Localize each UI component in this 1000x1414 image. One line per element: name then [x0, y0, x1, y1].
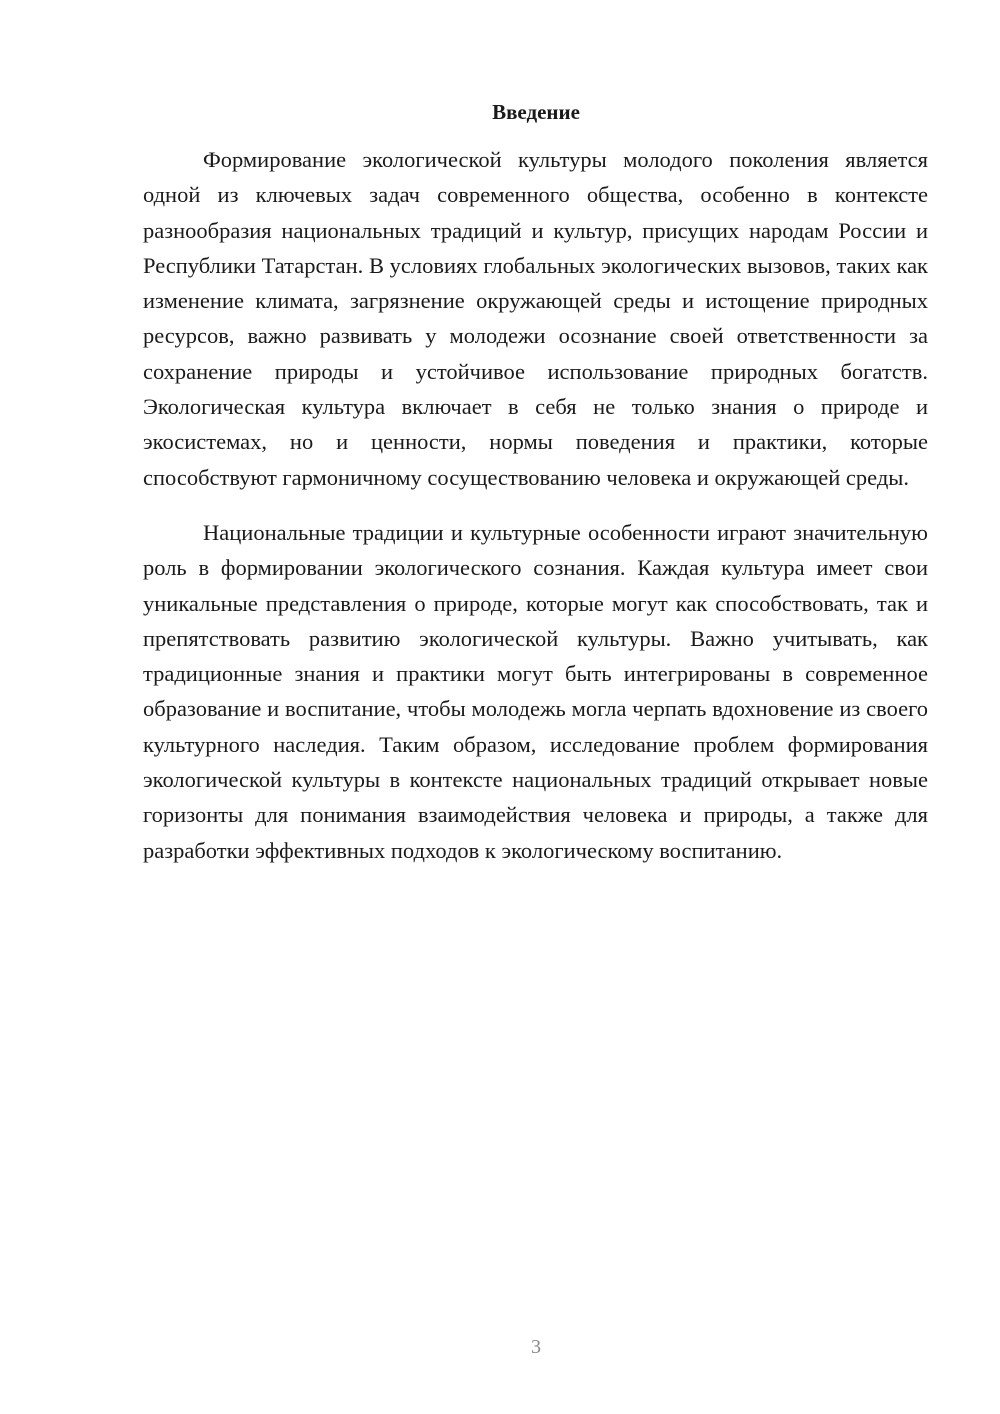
body-text [143, 142, 928, 868]
paragraph-1: Формирование экологической культуры молодого поколения является одной из ключевых задач современного общества, особенно в контексте разнообразия национальных традиций и культур, присущих народам России и Республики Татарстан. В условиях глобальных экологических вызовов, таких как изменение климата, загрязнение окружающей среды и истощение природных ресурсов, важно развивать у молодежи осознание своей ответственности за сохранение природы и устойчивое использование природных богатств. Экологическая культура включает в себя не только знания о природе и экосистемах, но и ценности, нормы поведения и практики, которые способствуют гармоничному сосуществованию человека и окружающей среды. [143, 147, 928, 490]
paragraph-2: Национальные традиции и культурные особенности играют значительную роль в формировании экологического сознания. Каждая культура имеет свои уникальные представления о природе, которые могут как способствовать, так и препятствовать развитию экологической культуры. Важно учитывать, как традиционные знания и практики могут быть интегрированы в современное образование и воспитание, чтобы молодежь могла черпать вдохновение из своего культурного наследия. Таким образом, исследование проблем формирования экологической культуры в контексте национальных традиций открывает новые горизонты для понимания взаимодействия человека и природы, а также для разработки эффективных подходов к экологическому воспитанию. [143, 519, 928, 863]
section-heading: Введение [492, 100, 580, 124]
page-number: 3 [531, 1336, 541, 1358]
